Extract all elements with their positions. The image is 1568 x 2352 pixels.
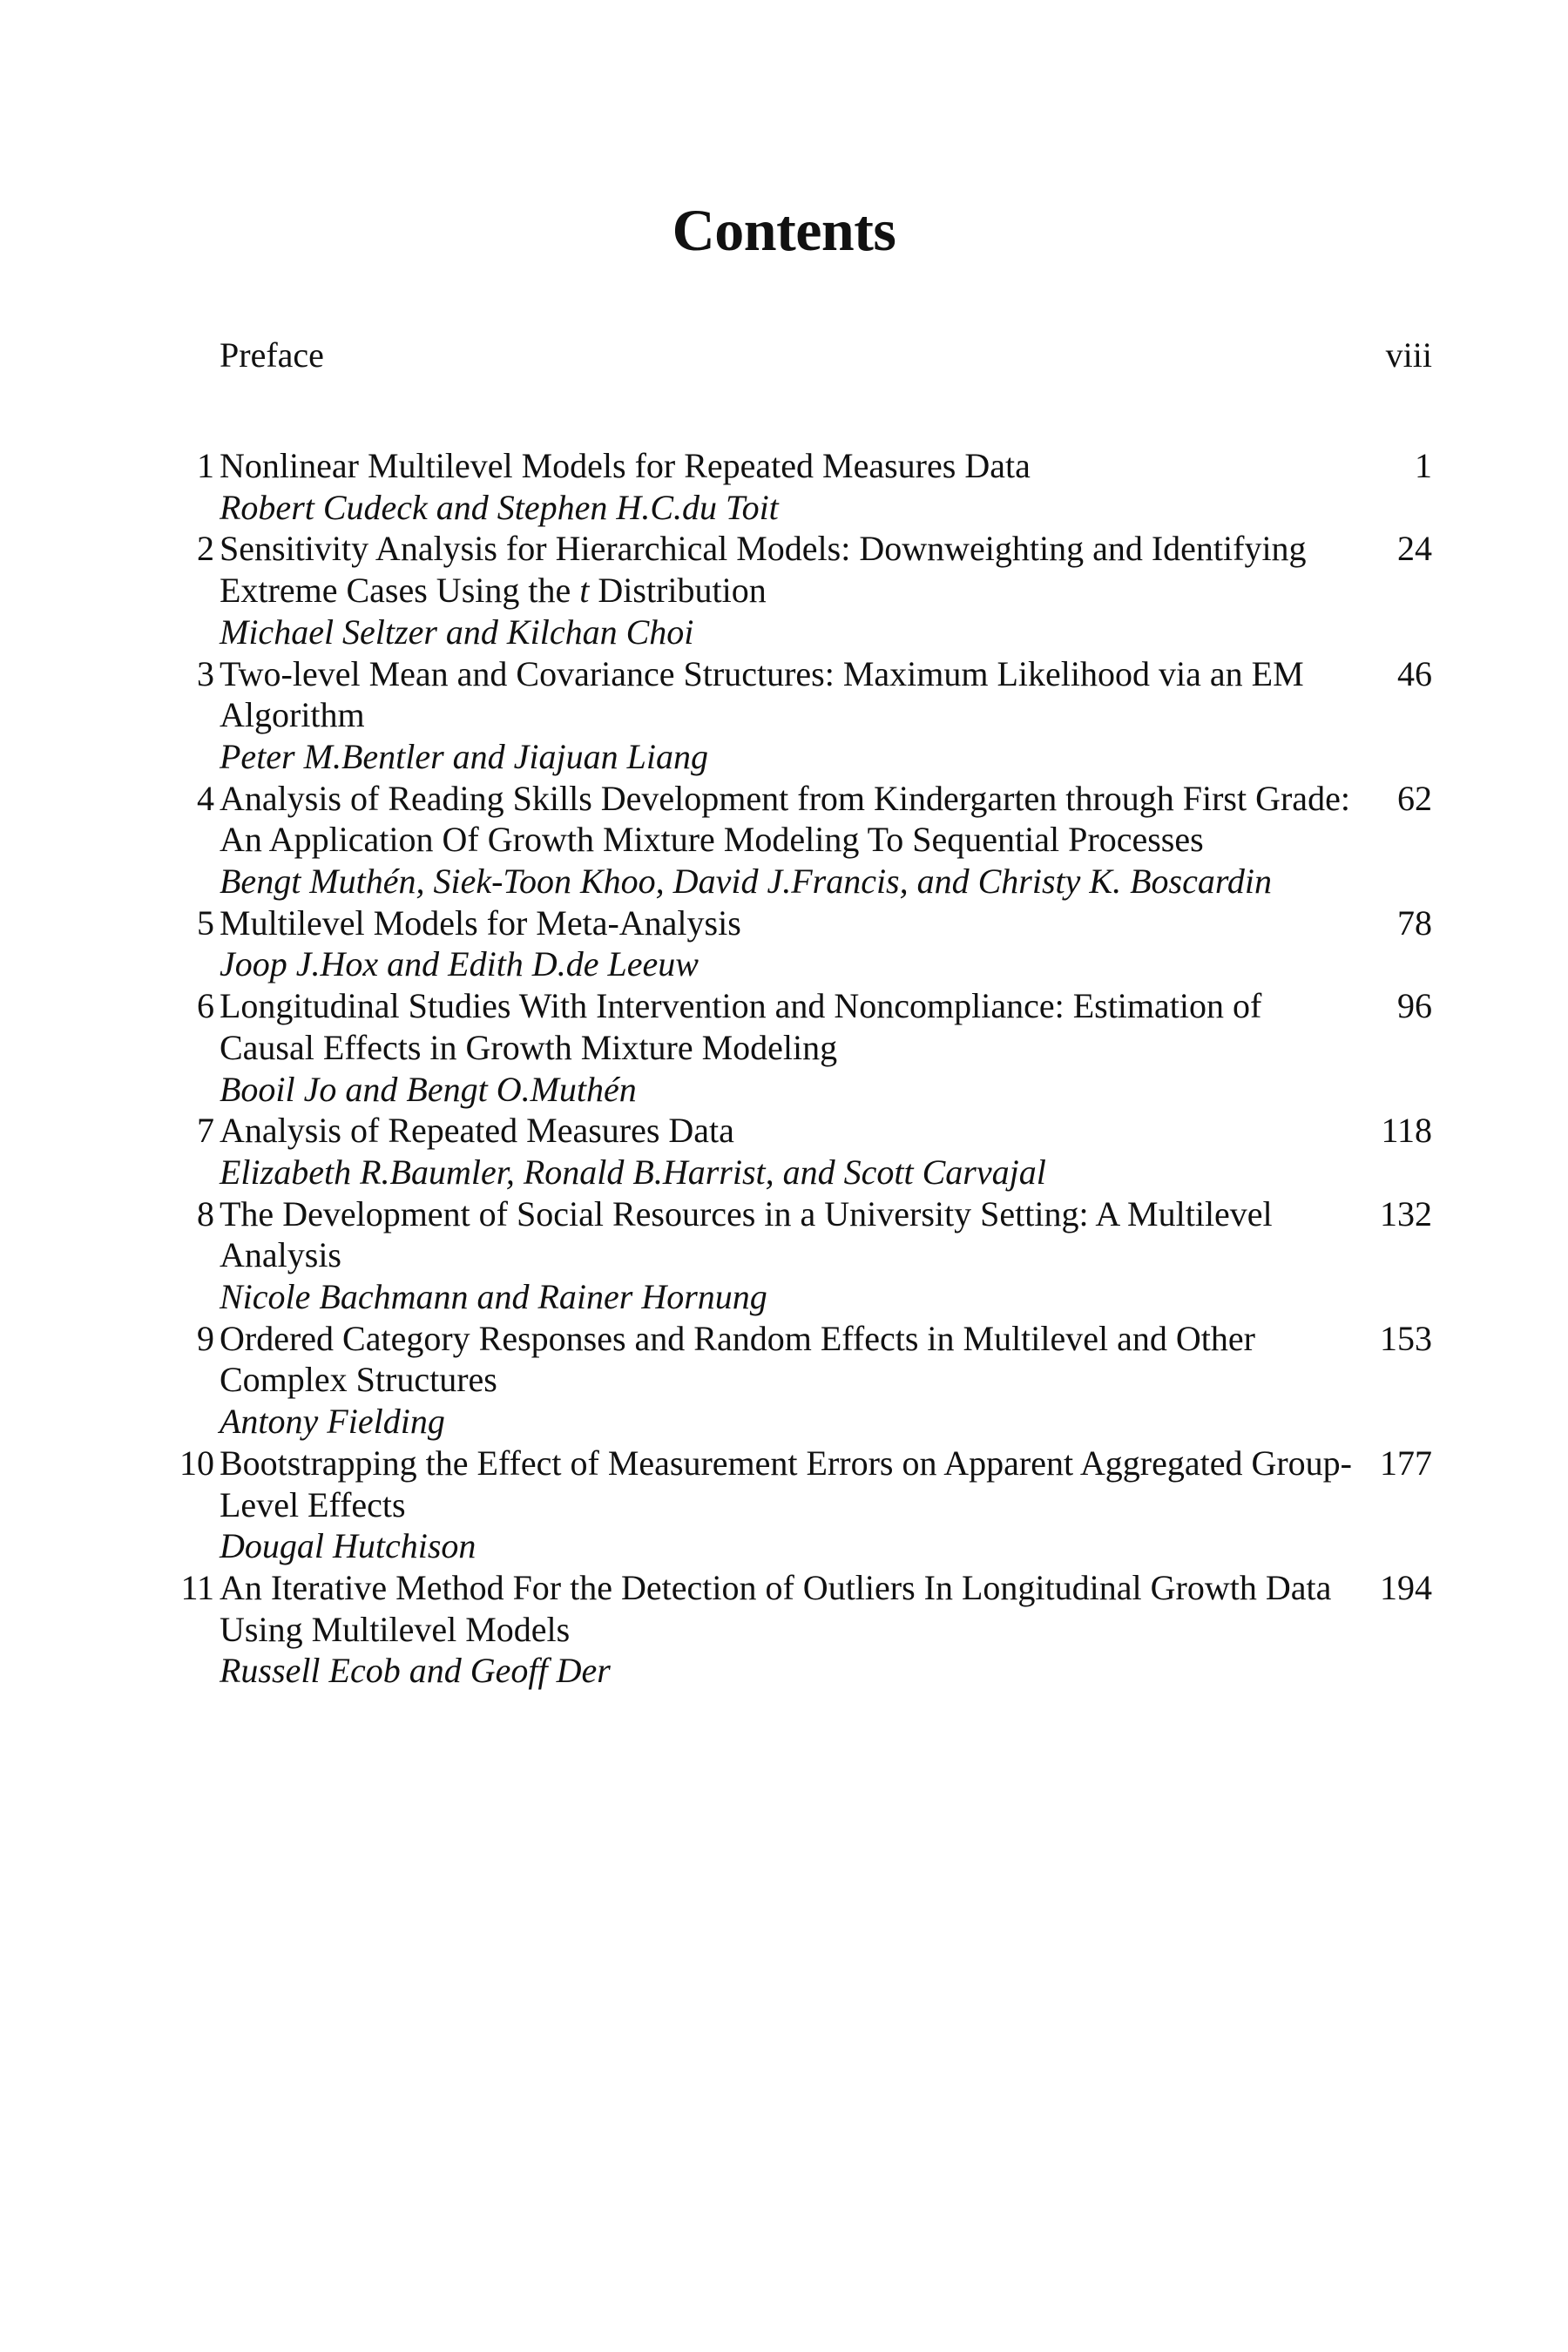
preface-entry[interactable] — [220, 333, 1432, 378]
toc-entry-chapter-6[interactable] — [0, 985, 1568, 1110]
chapter-page-number: 194 — [1380, 1567, 1432, 1607]
chapter-number: 11 — [180, 1567, 214, 1607]
chapter-title-italic-part: t — [579, 571, 590, 611]
chapter-title: Analysis of Repeated Measures Data — [220, 1111, 734, 1151]
chapter-title: An Iterative Method For the Detection of Outliers In Longitudinal Growth Data Using Multilevel Models — [220, 1567, 1332, 1649]
toc-entry-chapter-11[interactable] — [0, 1567, 1568, 1692]
chapter-number: 10 — [179, 1443, 214, 1483]
toc-entry-chapter-10[interactable] — [0, 1443, 1568, 1567]
chapter-authors: Booil Jo and Bengt O.Muthén — [220, 1069, 637, 1109]
chapter-number: 9 — [197, 1318, 214, 1358]
table-of-contents — [0, 445, 1568, 1692]
chapter-page-number: 118 — [1381, 1111, 1432, 1151]
chapter-title: Two-level Mean and Covariance Structures: Maximum Likelihood via an EM Algorithm — [220, 653, 1304, 735]
chapter-page-number: 96 — [1397, 986, 1432, 1026]
chapter-authors: Antony Fielding — [220, 1402, 445, 1442]
chapter-authors: Elizabeth R.Baumler, Ronald B.Harrist, and Scott Carvajal — [220, 1152, 1046, 1192]
chapter-title: Nonlinear Multilevel Models for Repeated Measures Data — [220, 446, 1031, 485]
chapter-authors: Bengt Muthén, Siek-Toon Khoo, David J.Francis, and Christy K. Boscardin — [220, 862, 1273, 902]
chapter-page-number: 78 — [1397, 902, 1432, 943]
chapter-authors: Nicole Bachmann and Rainer Hornung — [220, 1277, 767, 1317]
chapter-authors: Dougal Hutchison — [220, 1526, 476, 1566]
page-title: Contents — [672, 197, 896, 263]
chapter-authors: Peter M.Bentler and Jiajuan Liang — [220, 736, 709, 776]
chapter-number: 8 — [197, 1193, 214, 1233]
chapter-number: 3 — [197, 653, 214, 693]
chapter-authors: Michael Seltzer and Kilchan Choi — [220, 612, 694, 652]
toc-entry-chapter-7[interactable] — [0, 1110, 1568, 1193]
preface-page-number: viii — [1385, 335, 1432, 375]
chapter-page-number: 153 — [1380, 1318, 1432, 1358]
chapter-title-part: Distribution — [589, 571, 767, 611]
preface-label: Preface — [220, 335, 324, 375]
chapter-number: 6 — [197, 986, 214, 1026]
toc-entry-chapter-4[interactable] — [0, 778, 1568, 902]
chapter-page-number: 132 — [1380, 1193, 1432, 1233]
chapter-page-number: 24 — [1397, 529, 1432, 569]
chapter-page-number: 177 — [1380, 1443, 1432, 1483]
chapter-title-part: Sensitivity Analysis for Hierarchical Models: Downweighting and Identifying Extreme Cases Using the — [220, 529, 1307, 611]
chapter-authors: Joop J.Hox and Edith D.de Leeuw — [220, 944, 699, 984]
chapter-authors: Robert Cudeck and Stephen H.C.du Toit — [220, 487, 779, 527]
chapter-number: 4 — [197, 778, 214, 818]
chapter-number: 2 — [197, 529, 214, 569]
toc-entry-chapter-9[interactable] — [0, 1318, 1568, 1443]
chapter-title: Longitudinal Studies With Intervention and Noncompliance: Estimation of Causal Effects in Growth Mixture Modeling — [220, 986, 1262, 1067]
chapter-title: Ordered Category Responses and Random Effects in Multilevel and Other Complex Structures — [220, 1318, 1255, 1400]
chapter-title: Multilevel Models for Meta-Analysis — [220, 902, 741, 943]
chapter-page-number: 1 — [1415, 446, 1432, 485]
chapter-title: Analysis of Reading Skills Development from Kindergarten through First Grade: An Application Of Growth Mixture Modeling To Sequential Processes — [220, 778, 1350, 860]
chapter-title — [220, 528, 1361, 611]
chapter-authors: Russell Ecob and Geoff Der — [220, 1651, 611, 1691]
chapter-title: The Development of Social Resources in a University Setting: A Multilevel Analysis — [220, 1193, 1273, 1275]
chapter-number: 7 — [197, 1111, 214, 1151]
toc-entry-chapter-2[interactable] — [0, 528, 1568, 652]
toc-entry-chapter-3[interactable] — [0, 653, 1568, 778]
chapter-number: 5 — [197, 902, 214, 943]
chapter-page-number: 46 — [1397, 653, 1432, 693]
toc-entry-chapter-5[interactable] — [0, 902, 1568, 985]
chapter-number: 1 — [197, 446, 214, 485]
chapter-page-number: 62 — [1397, 778, 1432, 818]
toc-entry-chapter-8[interactable] — [0, 1193, 1568, 1318]
toc-entry-chapter-1[interactable] — [0, 445, 1568, 528]
chapter-title: Bootstrapping the Effect of Measurement Errors on Apparent Aggregated Group-Level Effects — [220, 1443, 1352, 1524]
